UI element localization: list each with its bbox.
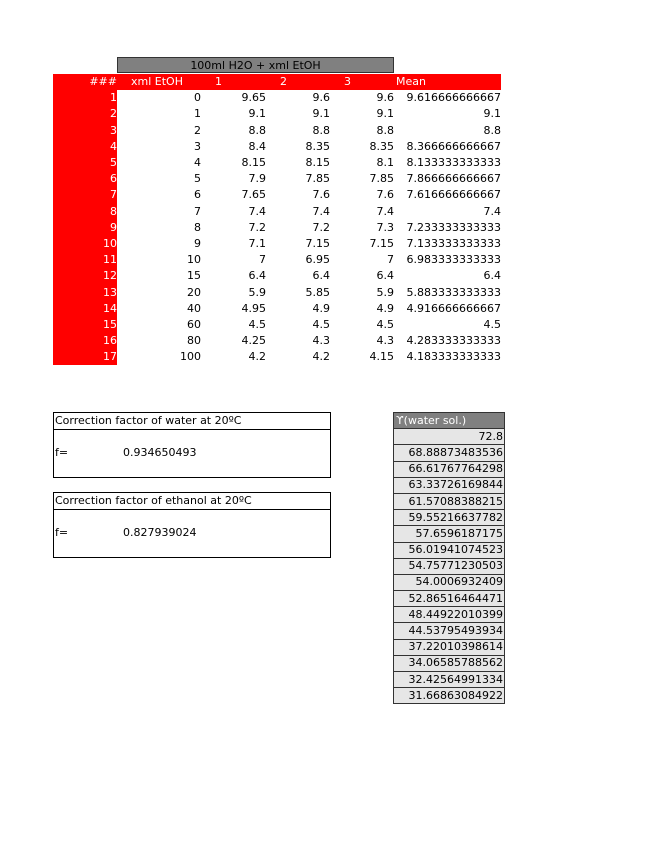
table-row [53,187,501,203]
table-row [53,268,501,284]
table-cell: 7 [194,204,201,218]
column-header: xml EtOH [117,74,201,90]
gamma-value: 34.06585788562 [394,655,505,671]
row-number: 1 [53,90,117,106]
table-row [53,333,501,349]
table-cell: 4.283333333333 [406,334,501,348]
table-cell: 4 [194,156,201,170]
water-f-value: 0.934650493 [123,446,197,459]
column-header: 2 [266,74,330,90]
table-cell: 4.9 [376,301,394,315]
gamma-value: 52.86516464471 [394,591,505,607]
gamma-value: 44.53795493934 [394,623,505,639]
table-cell: 8.366666666667 [406,139,501,153]
table-cell: 60 [187,317,201,331]
gamma-value: 66.61767764298 [394,461,505,477]
table-cell: 9.616666666667 [406,91,501,105]
table-cell: 7 [387,253,394,267]
row-number: 13 [53,284,117,300]
gamma-value: 61.57088388215 [394,493,505,509]
ethanol-correction-title: Correction factor of ethanol at 20ºC [54,493,330,510]
table-cell: 7.2 [312,220,330,234]
table-cell: 8.8 [312,123,330,137]
table-cell: 7.65 [241,188,266,202]
table-cell: 6.4 [376,269,394,283]
table-cell: 7.866666666667 [406,172,501,186]
table-cell: 9.6 [312,91,330,105]
table-cell: 4.9 [312,301,330,315]
table-cell: 7.233333333333 [406,220,501,234]
row-number: 9 [53,220,117,236]
table-cell: 4.5 [312,317,330,331]
row-number: 16 [53,333,117,349]
table-cell: 8.15 [241,156,266,170]
table-row [53,236,501,252]
table-cell: 4.3 [376,334,394,348]
table-row [53,301,501,317]
table-cell: 7.3 [376,220,394,234]
table-cell: 40 [187,301,201,315]
table-cell: 8.8 [376,123,394,137]
gamma-value: 37.22010398614 [394,639,505,655]
gamma-value: 54.0006932409 [394,574,505,590]
table-cell: 4.183333333333 [406,350,501,364]
row-number: 5 [53,155,117,171]
table-cell: 8.133333333333 [406,156,501,170]
gamma-value: 32.42564991334 [394,672,505,688]
row-number: 3 [53,123,117,139]
ethanol-f-label: f= [55,526,69,539]
table-header-row [53,74,501,90]
gamma-value: 31.66863084922 [394,688,505,704]
group-header: 100ml H2O + xml EtOH [117,57,394,73]
gamma-value: 72.8 [394,429,505,445]
row-number: 17 [53,349,117,365]
table-cell: 5.9 [248,285,266,299]
table-cell: 7.4 [483,204,501,218]
table-cell: 3 [194,139,201,153]
table-cell: 6.4 [312,269,330,283]
table-cell: 4.5 [376,317,394,331]
table-cell: 80 [187,334,201,348]
table-cell: 9.1 [376,107,394,121]
gamma-value: 59.55216637782 [394,510,505,526]
table-row [53,90,501,106]
table-cell: 6.983333333333 [406,253,501,267]
gamma-value: 48.44922010399 [394,607,505,623]
table-row [53,106,501,122]
table-cell: 4.95 [241,301,266,315]
row-number: 14 [53,301,117,317]
table-row [53,139,501,155]
ethanol-f-value: 0.827939024 [123,526,197,539]
table-cell: 5.883333333333 [406,285,501,299]
table-cell: 4.5 [483,317,501,331]
table-row [53,252,501,268]
table-row [53,204,501,220]
table-cell: 8.35 [369,139,394,153]
gamma-value: 68.88873483536 [394,445,505,461]
table-cell: 8.8 [483,123,501,137]
row-number: 15 [53,317,117,333]
ethanol-correction-box [53,492,331,558]
table-cell: 9.1 [483,107,501,121]
table-cell: 7.616666666667 [406,188,501,202]
table-row [53,171,501,187]
table-cell: 7.133333333333 [406,236,501,250]
table-cell: 8.1 [376,156,394,170]
row-number: 8 [53,204,117,220]
table-cell: 8.15 [305,156,330,170]
table-cell: 7.6 [312,188,330,202]
table-cell: 8.4 [248,139,266,153]
table-cell: 9 [194,236,201,250]
column-header: Mean [394,74,501,90]
table-cell: 9.1 [312,107,330,121]
table-cell: 6.95 [305,253,330,267]
gamma-value: 54.75771230503 [394,558,505,574]
row-number: 7 [53,187,117,203]
table-cell: 7.9 [248,172,266,186]
table-cell: 9.1 [248,107,266,121]
table-cell: 7.85 [369,172,394,186]
table-cell: 100 [180,350,201,364]
table-row [53,317,501,333]
table-cell: 15 [187,269,201,283]
table-cell: 6.4 [483,269,501,283]
column-header: 3 [330,74,394,90]
table-row [53,220,501,236]
table-cell: 4.25 [241,334,266,348]
table-cell: 7.6 [376,188,394,202]
water-f-label: f= [55,446,69,459]
table-cell: 1 [194,107,201,121]
row-number: 4 [53,139,117,155]
table-cell: 6 [194,188,201,202]
row-number: 10 [53,236,117,252]
table-cell: 0 [194,91,201,105]
table-cell: 6.4 [248,269,266,283]
table-cell: 7.1 [248,236,266,250]
table-cell: 7.4 [376,204,394,218]
table-cell: 4.5 [248,317,266,331]
table-cell: 4.2 [248,350,266,364]
table-cell: 4.3 [312,334,330,348]
row-number: 11 [53,252,117,268]
table-row [53,123,501,139]
table-cell: 5.85 [305,285,330,299]
column-header: ### [53,74,117,90]
gamma-value: 57.6596187175 [394,526,505,542]
table-cell: 7.85 [305,172,330,186]
table-row [53,284,501,300]
water-correction-box [53,412,331,478]
table-cell: 9.6 [376,91,394,105]
table-cell: 7.15 [369,236,394,250]
table-row [53,155,501,171]
table-cell: 8.35 [305,139,330,153]
table-cell: 7.4 [312,204,330,218]
gamma-header: ϒ(water sol.) [394,413,505,429]
row-number: 12 [53,268,117,284]
table-cell: 5 [194,172,201,186]
table-cell: 2 [194,123,201,137]
row-number: 6 [53,171,117,187]
gamma-value: 63.33726169844 [394,477,505,493]
table-cell: 7.4 [248,204,266,218]
row-number: 2 [53,106,117,122]
table-cell: 4.2 [312,350,330,364]
water-correction-title: Correction factor of water at 20ºC [54,413,330,430]
gamma-value: 56.01941074523 [394,542,505,558]
measurement-table [53,74,501,365]
table-cell: 8 [194,220,201,234]
table-cell: 10 [187,253,201,267]
table-cell: 20 [187,285,201,299]
table-cell: 8.8 [248,123,266,137]
table-cell: 7.2 [248,220,266,234]
table-row [53,349,501,365]
table-cell: 5.9 [376,285,394,299]
table-cell: 9.65 [241,91,266,105]
column-header: 1 [201,74,266,90]
table-cell: 4.15 [369,350,394,364]
surface-tension-table [393,412,505,704]
table-cell: 4.916666666667 [406,301,501,315]
table-cell: 7.15 [305,236,330,250]
table-cell: 7 [259,253,266,267]
